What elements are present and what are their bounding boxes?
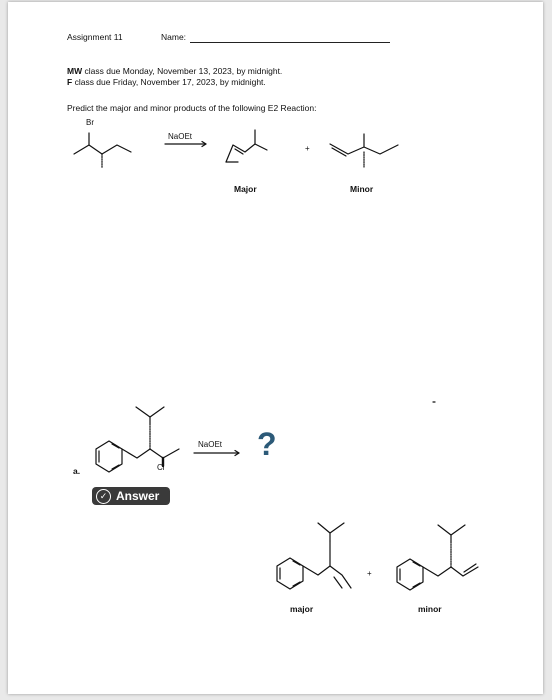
- due-date-mw: MW class due Monday, November 13, 2023, by midnight.: [67, 66, 283, 76]
- minor-label: Minor: [350, 184, 374, 194]
- reagent-label-1: NaOEt: [168, 132, 193, 141]
- due-date-f: F class due Friday, November 17, 2023, by midnight.: [67, 77, 266, 87]
- minor-product-structure: [330, 134, 398, 167]
- reaction-arrow-2: [194, 451, 239, 456]
- problem-a-label: a.: [73, 466, 81, 476]
- plus-sign-2: +: [367, 569, 372, 578]
- answer-minor-label: minor: [418, 604, 442, 614]
- answer-minor-structure: [397, 525, 478, 590]
- chlorine-label: Cl: [157, 463, 165, 472]
- name-label: Name:: [161, 32, 187, 42]
- question-prompt: Predict the major and minor products of the following E2 Reaction:: [67, 103, 317, 113]
- problem-a-reactant-structure: [96, 407, 179, 472]
- example-reactant-structure: [74, 133, 131, 168]
- question-mark: ?: [257, 426, 277, 462]
- answer-major-label: major: [290, 604, 314, 614]
- worksheet-page: [8, 2, 543, 694]
- answer-button[interactable]: ✓ Answer: [92, 487, 170, 505]
- bromine-label: Br: [86, 118, 94, 127]
- answer-major-structure: [277, 523, 351, 589]
- reaction-structures: [8, 2, 543, 694]
- reagent-label-2: NaOEt: [198, 440, 223, 449]
- plus-sign-1: +: [305, 144, 310, 153]
- major-label: Major: [234, 184, 257, 194]
- assignment-title: Assignment 11: [67, 32, 123, 42]
- checkmark-icon: ✓: [96, 489, 111, 504]
- major-product-structure: [226, 130, 267, 162]
- reaction-arrow-1: [165, 142, 206, 147]
